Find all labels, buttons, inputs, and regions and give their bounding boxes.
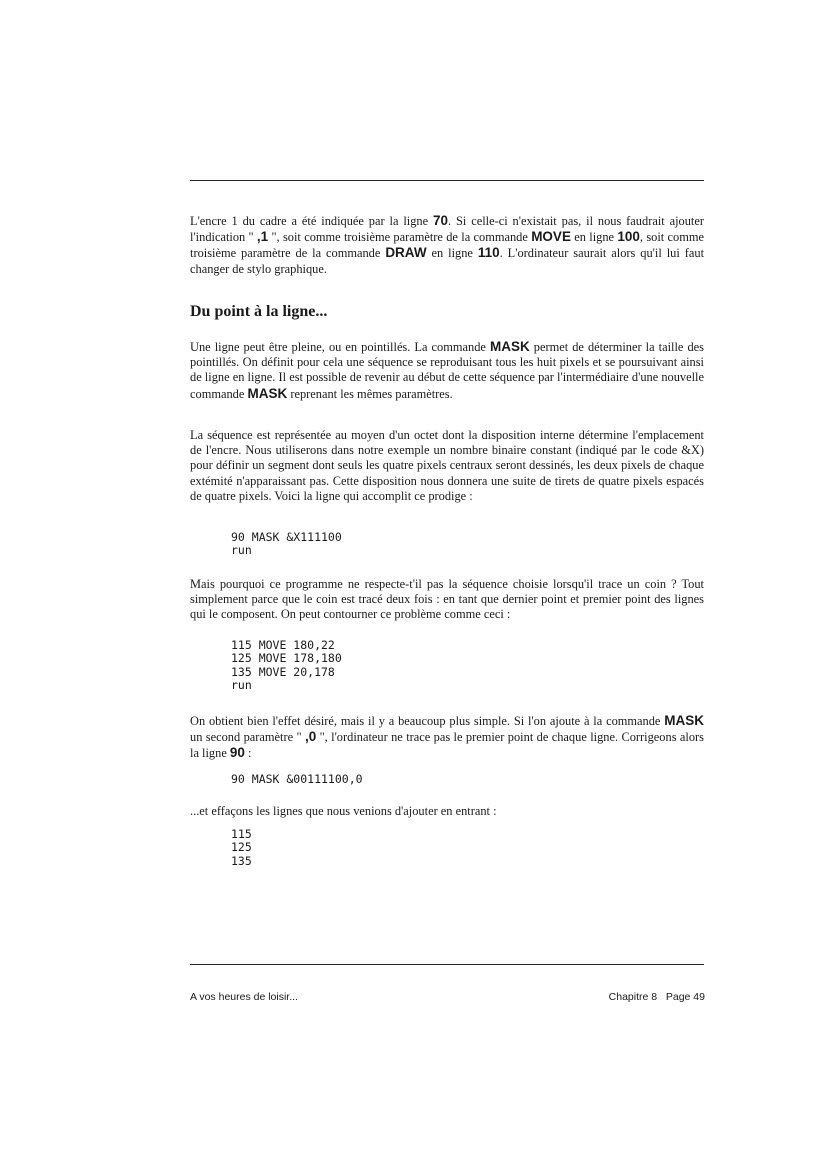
- keyword-text: MASK: [664, 713, 704, 728]
- keyword-text: 110: [477, 245, 500, 261]
- keyword-text: ,0: [304, 729, 317, 745]
- code-listing-line-numbers: 115 125 135: [231, 827, 252, 868]
- paragraph-encre: [190, 213, 704, 277]
- bottom-rule: [190, 964, 704, 965]
- body-text: Une ligne peut être pleine, ou en pointillés. La commande: [190, 340, 490, 354]
- paragraph-corner-problem: [190, 577, 704, 623]
- code-listing-mask: 90 MASK &X111100 run: [231, 530, 342, 558]
- footer-page-number: Chapitre 8 Page 49: [608, 991, 705, 1003]
- keyword-text: 90: [229, 745, 245, 761]
- paragraph-second-param: [190, 713, 704, 762]
- body-text: ", soit comme troisième paramètre de la commande: [268, 230, 532, 245]
- footer-book-title: A vos heures de loisir...: [190, 991, 298, 1003]
- keyword-text: MASK: [489, 339, 530, 354]
- keyword-text: MOVE: [531, 229, 571, 245]
- keyword-text: MASK: [247, 385, 288, 401]
- body-text: :: [244, 746, 252, 761]
- body-text: On obtient bien l'effet désiré, mais il y a beaucoup plus simple. Si l'on ajoute à la commande: [190, 714, 665, 728]
- body-text: La séquence est représentée au moyen d'un octet dont la disposition interne détermine l'emplacement de l'encre. Nous utiliserons dans notre exemple un nombre binaire constant (indiqué par le code &X) pour définir un segment dont seuls les quatre pixels centraux seront dessinés, les deux pixels de chaque extémité n'apparaissant pas. Cette disposition nous donnera une suite de tirets de quatre pixels espacés de quatre pixels. Voici la ligne qui accomplit ce prodige :: [190, 428, 704, 503]
- keyword-text: ,1: [256, 229, 269, 245]
- paragraph-sequence: [190, 428, 704, 504]
- keyword-text: 100: [617, 229, 640, 245]
- code-listing-mask-fixed: 90 MASK &00111100,0: [231, 772, 363, 786]
- paragraph-erase-lines: [190, 804, 704, 819]
- body-text: Mais pourquoi ce programme ne respecte-t'il pas la séquence choisie lorsqu'il trace un coin ? Tout simplement parce que le coin est tracé deux fois : en tant que dernier point et premier point des lignes qui le composent. On peut contourner ce problème comme ceci :: [190, 577, 704, 622]
- keyword-text: DRAW: [385, 245, 427, 261]
- body-text: ", l'ordinateur ne trace pas le premier point de chaque ligne. Corrigeons alors la ligne: [190, 730, 704, 761]
- body-text: , soit comme troisième paramètre de la commande: [190, 230, 705, 261]
- body-text: L'encre 1 du cadre a été indiquée par la ligne: [190, 214, 433, 228]
- body-text: en ligne: [570, 230, 618, 245]
- body-text: un second paramètre ": [190, 730, 305, 745]
- body-text: reprenant les mêmes paramètres.: [287, 386, 453, 401]
- body-text: ...et effaçons les lignes que nous venions d'ajouter en entrant :: [190, 804, 497, 818]
- body-text: . Si celle-ci n'existait pas, il nous faudrait ajouter l'indication ": [190, 214, 704, 245]
- paragraph-mask-intro: [190, 339, 704, 402]
- section-heading: Du point à la ligne...: [190, 303, 328, 320]
- body-text: en ligne: [426, 246, 478, 261]
- body-text: . L'ordinateur saurait alors qu'il lui faut changer de stylo graphique.: [190, 246, 705, 276]
- keyword-text: 70: [432, 213, 449, 228]
- code-listing-moves: 115 MOVE 180,22 125 MOVE 178,180 135 MOVE 20,178 run: [231, 638, 342, 692]
- body-text: permet de déterminer la taille des pointillés. On définit pour cela une séquence se reproduisant tous les huit pixels et se poursuivant ainsi de ligne en ligne. Il est possible de revenir au début de cette séquence par l'intermédiaire d'une nouvelle commande: [190, 340, 705, 401]
- top-rule: [190, 180, 704, 181]
